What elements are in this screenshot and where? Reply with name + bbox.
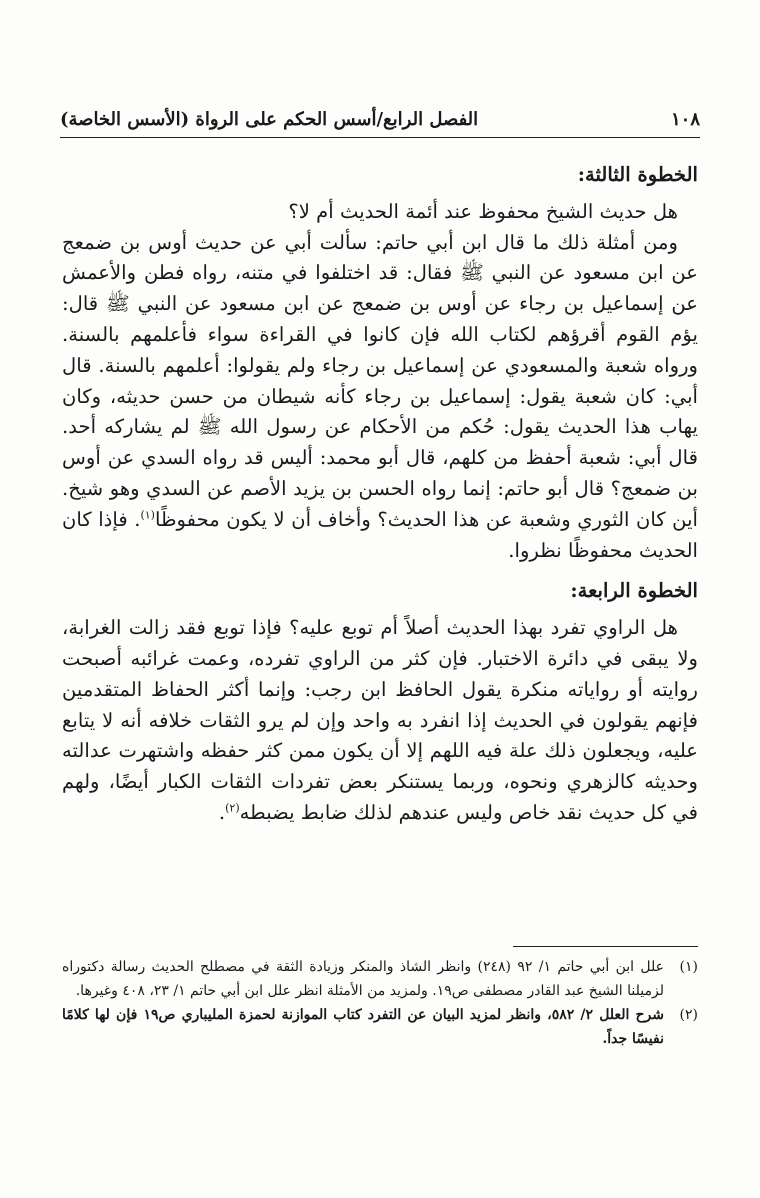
header-rule <box>60 137 700 138</box>
step3-paragraph-text: ومن أمثلة ذلك ما قال ابن أبي حاتم: سألت أبي عن حديث أوس بن ضمعج عن ابن مسعود عن النبي ﷺ فقال: قد اختلفوا في متنه، رواه فطن والأعمش عن إسماعيل بن رجاء عن أوس بن ضمعج عن ابن مسعود عن النبي ﷺ قال: يؤم القوم أقرؤهم لكتاب الله فإن كانوا في القراءة سواء فأعلمهم بالسنة. ورواه شعبة والمسعودي عن إسماعيل بن رجاء ولم يقولوا: أعلمهم بالسنة. قال أبي: كان شعبة يقول: إسماعيل بن رجاء كأنه شيطان من حسن حديثه، وكان يهاب هذا الحديث يقول: حُكم من الأحكام عن رسول الله ﷺ لم يشاركه أحد. قال أبي: شعبة أحفظ من كلهم، قال أبو محمد: أليس قد رواه السدي عن أوس بن ضمعج؟ قال أبو حاتم: إنما رواه الحسن بن يزيد الأصم عن السدي وهو شيخ. أين كان الثوري وشعبة عن هذا الحديث؟ وأخاف أن لا يكون محفوظًا <box>62 230 698 531</box>
footnote-ref-2[interactable]: (٢) <box>225 801 240 815</box>
footnote-rule <box>513 946 698 947</box>
footnote-1 <box>62 955 698 1003</box>
footnote-2 <box>62 1003 698 1051</box>
step4-paragraph-end: . <box>218 800 226 824</box>
step3-heading: الخطوة الثالثة: <box>577 163 698 186</box>
main-text <box>62 160 698 829</box>
footnote-2-number: (٢) <box>679 1007 698 1023</box>
footnote-1-number: (١) <box>679 959 698 975</box>
footnote-ref-1[interactable]: (١) <box>140 508 155 522</box>
chapter-title: الفصل الرابع/أسس الحكم على الرواة (الأسس الخاصة) <box>60 108 479 130</box>
page-number: ١٠٨ <box>670 108 700 130</box>
step3-paragraph <box>62 228 698 567</box>
footnotes <box>62 955 698 1051</box>
step3-question: هل حديث الشيخ محفوظ عند أئمة الحديث أم لا؟ <box>288 199 678 223</box>
running-head <box>60 104 700 134</box>
step3-paragraph-end: . فإذا كان الحديث محفوظًا نظروا. <box>62 507 698 562</box>
step4-paragraph-text: هل الراوي تفرد بهذا الحديث أصلاً أم توبع عليه؟ فإذا توبع فقد زالت الغرابة، ولا يبقى في دائرة الاختبار. فإن كثر من الراوي تفرده، وعمت غرائبه أصبحت روايته أو رواياته منكرة يقول الحافظ ابن رجب: وإنما أكثر الحفاظ المتقدمين فإنهم يقولون في الحديث إذا انفرد به واحد وإن لم يرو الثقات خلافه أنه لا يتابع عليه، ويجعلون ذلك علة فيه اللهم إلا أن يكون ممن كثر حفظه واشتهرت عدالته وحديثه كالزهري ونحوه، وربما يستنكر بعض تفردات الثقات الكبار أيضًا، ولهم في كل حديث نقد خاص وليس عندهم لذلك ضابط يضبطه <box>62 616 698 824</box>
footnote-1-text: علل ابن أبي حاتم ١/ ٩٢ (٢٤٨) وانظر الشاذ والمنكر وزيادة الثقة في مصطلح الحديث رسالة دكتوراه لزميلنا الشيخ عبد القادر مصطفى ص١٩. ولمزيد من الأمثلة انظر علل ابن أبي حاتم ١/ ٢٣، ٤٠٨ وغيرها. <box>62 959 664 999</box>
step4-heading: الخطوة الرابعة: <box>570 579 698 603</box>
step4-paragraph <box>62 613 698 829</box>
footnote-2-text: شرح العلل ٢/ ٥٨٢، وانظر لمزيد البيان عن التفرد كتاب الموازنة لحمزة المليباري ص١٩ فإن لها كلامًا نفيسًا جداً. <box>62 1007 664 1047</box>
